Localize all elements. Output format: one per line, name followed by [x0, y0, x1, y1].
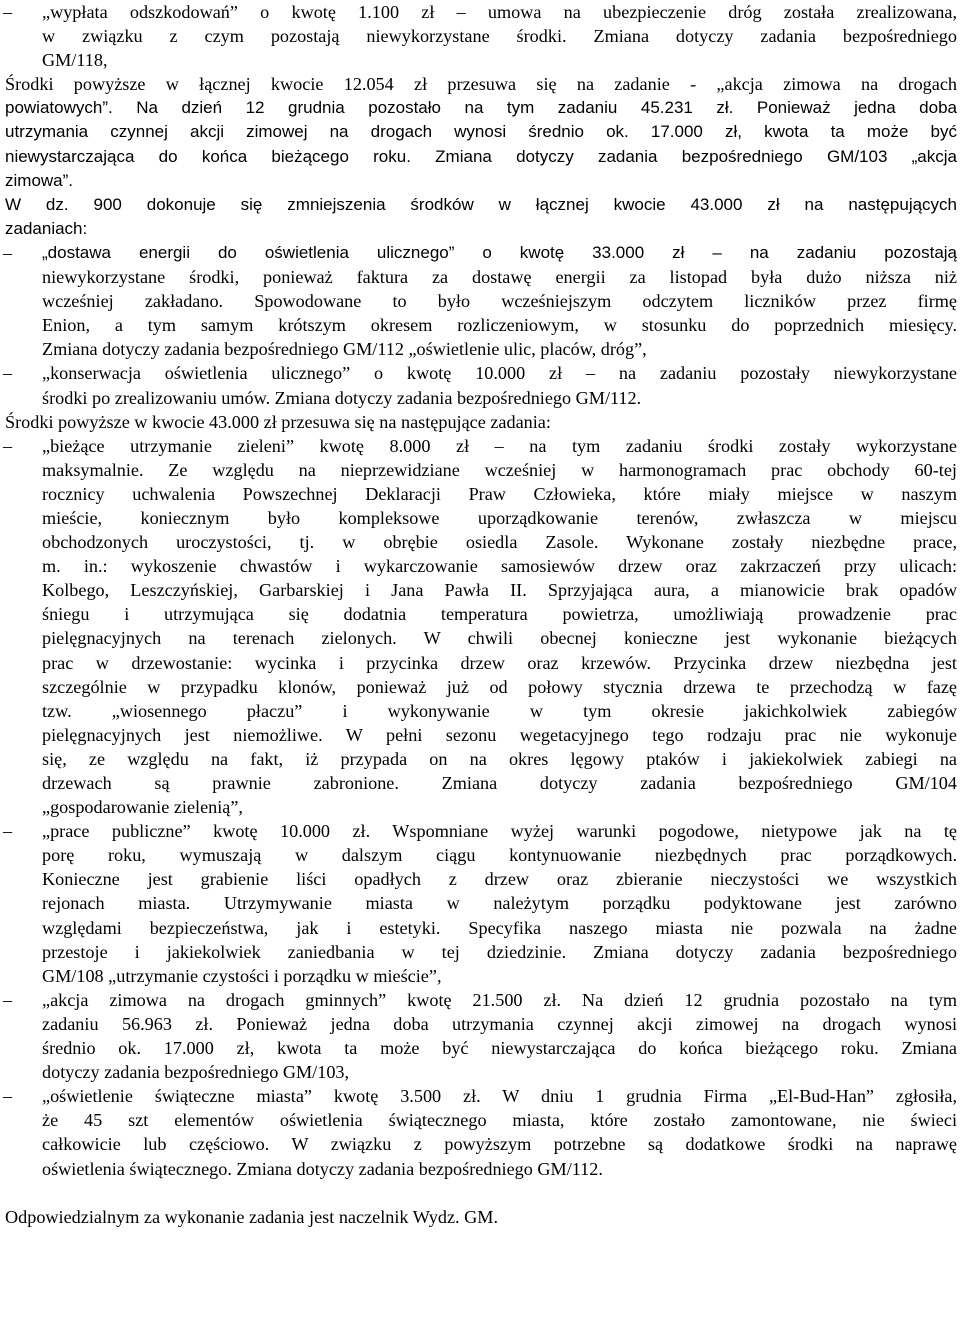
text-line: [0, 964, 957, 988]
text-line: [0, 337, 957, 361]
text-line: [0, 795, 957, 819]
dash-bullet-icon: –: [3, 2, 13, 22]
line-text: prac w drzewostanie: wycinka i przycinka drzew oraz krzewów. Przycinka drzew niezbędna jest: [42, 652, 957, 673]
text-line: [0, 626, 957, 650]
text-line: [0, 48, 957, 72]
line-text: „prace publiczne” kwotę 10.000 zł. Wspomniane wyżej warunki pogodowe, nietypowe jak na tę: [42, 821, 957, 842]
line-text: zimowa”.: [5, 170, 74, 190]
text-line: [0, 506, 957, 530]
text-line: [0, 145, 957, 169]
line-text: GM/118,: [42, 50, 108, 71]
bullet-line: [0, 361, 957, 385]
line-text: środki po zrealizowaniu umów. Zmiana dotyczy zadania bezpośredniego GM/112.: [42, 387, 642, 408]
text-line: [0, 386, 957, 410]
text-line: [0, 1060, 957, 1084]
text-line: [0, 72, 957, 96]
bullet-line: [0, 1084, 957, 1108]
line-text: m. in.: wykoszenie chwastów i wykarczowanie samosiewów drzew oraz zakrzaczeń przy ulicach:: [42, 556, 957, 577]
text-line: [0, 916, 957, 940]
line-text: „konserwacja oświetlenia ulicznego” o kwotę 10.000 zł – na zadaniu pozostały niewykorzystane: [42, 363, 957, 384]
line-text: zadaniu 56.963 zł. Ponieważ jedna doba utrzymania czynnej akcji zimowej na drogach wynosi: [42, 1013, 957, 1034]
line-text: obchodzonych uroczystości, tj. w obrębie osiedla Zasole. Wykonane zostały niezbędne prace,: [42, 532, 957, 553]
dash-bullet-icon: –: [3, 242, 13, 263]
text-line: [0, 458, 957, 482]
bullet-line: [0, 819, 957, 843]
line-text: mieście, koniecznym było kompleksowe uporządkowanie terenów, zwłaszcza w miejscu: [42, 507, 957, 528]
line-text: średnio ok. 17.000 zł, kwota ta może być niewystarczająca do końca bieżącego roku. Zmiana: [42, 1038, 957, 1059]
paragraph-gap: [0, 1181, 957, 1205]
line-text: W dz. 900 dokonuje się zmniejszenia środków w łącznej kwocie 43.000 zł na następujących: [5, 194, 957, 214]
text-line: [0, 530, 957, 554]
bullet-line: [0, 434, 957, 458]
bullet-line: [0, 988, 957, 1012]
text-line: [0, 602, 957, 626]
line-text: GM/108 „utrzymanie czystości i porządku w mieście”,: [42, 965, 442, 986]
line-text: przestoje i jakiekolwiek zaniedbania w tej dziedzinie. Zmiana dotyczy zadania bezpośredniego: [42, 941, 957, 962]
dash-bullet-icon: –: [3, 435, 13, 456]
line-text: Środki powyższe w kwocie 43.000 zł przesuwa się na następujące zadania:: [5, 411, 551, 432]
text-line: [0, 1012, 957, 1036]
line-text: maksymalnie. Ze względu na nieprzewidziane wcześniej w harmonogramach prac obchody 60-tej: [42, 459, 957, 480]
line-text: szczególnie w przypadku klonów, ponieważ już od połowy stycznia drzewa te przechodzą w fazę: [42, 676, 957, 697]
text-line: [0, 747, 957, 771]
line-text: dotyczy zadania bezpośredniego GM/103,: [42, 1062, 350, 1083]
line-text: niewystarczająca do końca bieżącego roku. Zmiana dotyczy zadania bezpośredniego GM/103 „akcja: [5, 146, 957, 166]
text-line: [0, 867, 957, 891]
line-text: tzw. „wiosennego płaczu” i wykonywanie w tym okresie jakichkolwiek zabiegów: [42, 700, 957, 721]
line-text: Środki powyższe w łącznej kwocie 12.054 zł przesuwa się na zadanie - „akcja zimowa na drogach: [5, 74, 957, 95]
text-line: [0, 771, 957, 795]
line-text: wcześniej zakładano. Spowodowane to było wcześniejszym odczytem liczników przez firmę: [42, 291, 957, 312]
text-line: [0, 554, 957, 578]
line-text: niewykorzystane środki, ponieważ faktura za dostawę energii za listopad była dużo niższa niż: [42, 267, 957, 288]
line-text: Odpowiedzialnym za wykonanie zadania jest naczelnik Wydz. GM.: [5, 1206, 498, 1227]
line-text: drzewach są prawnie zabronione. Zmiana dotyczy zadania bezpośredniego GM/104: [42, 773, 957, 793]
dash-bullet-icon: –: [3, 989, 13, 1010]
line-text: „dostawa energii do oświetlenia ulicznego” o kwotę 33.000 zł – na zadaniu pozostają: [42, 242, 957, 262]
dash-bullet-icon: –: [3, 363, 13, 384]
line-text: się, ze względu na fakt, iż przypada on na okres lęgowy ptaków i jakiekolwiek zabiegi na: [42, 748, 957, 769]
text-line: [0, 169, 957, 193]
text-line: [0, 1036, 957, 1060]
text-line: [0, 289, 957, 313]
line-text: Kolbego, Leszczyńskiej, Garbarskiej i Jana Pawła II. Sprzyjająca aura, a mianowicie brak opadów: [42, 580, 957, 601]
line-text: „wypłata odszkodowań” o kwotę 1.100 zł – umowa na ubezpieczenie dróg została zrealizowana,: [42, 2, 957, 22]
text-line: [0, 940, 957, 964]
line-text: że 45 szt elementów oświetlenia świątecznego miasta, które zostało zamontowane, nie świeci: [42, 1110, 957, 1131]
line-text: Zmiana dotyczy zadania bezpośredniego GM/112 „oświetlenie ulic, placów, dróg”,: [42, 339, 647, 360]
dash-bullet-icon: –: [3, 821, 13, 842]
line-text: w związku z czym pozostają niewykorzystane środki. Zmiana dotyczy zadania bezpośredniego: [42, 26, 957, 47]
text-line: [0, 313, 957, 337]
text-line: [0, 578, 957, 602]
dash-bullet-icon: –: [3, 1086, 13, 1107]
text-line: [0, 843, 957, 867]
text-line: [0, 891, 957, 915]
line-text: pielęgnacyjnych jest niemożliwe. W pełni sezonu wegetacyjnego tego rodzaju prac nie wykonuje: [42, 724, 957, 745]
line-text: względami bezpieczeństwa, jak i estetyki. Specyfika naszego miasta nie pozwala na żadne: [42, 917, 957, 938]
text-line: [0, 410, 957, 434]
line-text: porę roku, wymuszają w dalszym ciągu kontynuowanie niezbędnych prac porządkowych.: [42, 845, 957, 866]
line-text: oświetlenia świątecznego. Zmiana dotyczy zadania bezpośredniego GM/112.: [42, 1158, 603, 1179]
text-line: [0, 120, 957, 144]
line-text: pielęgnacyjnych na terenach zielonych. W chwili obecnej konieczne jest wykonanie bieżących: [42, 628, 957, 649]
text-line: [0, 723, 957, 747]
text-line: [0, 699, 957, 723]
text-line: [0, 482, 957, 506]
line-text: całkowicie lub częściowo. W związku z powyższym potrzebne są dodatkowe środki na naprawę: [42, 1134, 957, 1155]
text-line: [0, 675, 957, 699]
line-text: Enion, a tym samym krótszym okresem rozliczeniowym, w stosunku do poprzednich miesięcy.: [42, 315, 957, 336]
bullet-line: [0, 0, 957, 24]
line-text: „gospodarowanie zielenią”,: [42, 797, 243, 818]
line-text: rocznicy uchwalenia Powszechnej Deklaracji Praw Człowieka, które miały miejsce w naszym: [42, 483, 957, 504]
line-text: Konieczne jest grabienie liści opadłych z drzew oraz zbieranie nieczystości we wszystkich: [42, 869, 957, 890]
line-text: zadaniach:: [5, 218, 88, 238]
text-line: [0, 193, 957, 217]
text-line: [0, 96, 957, 120]
line-text: śniegu i utrzymująca się dodatnia temperatura powietrza, umożliwiają prowadzenie prac: [42, 604, 957, 625]
text-line: [0, 1132, 957, 1156]
text-line: [0, 1108, 957, 1132]
text-line: [0, 265, 957, 289]
line-text: „oświetlenie świąteczne miasta” kwotę 3.500 zł. W dniu 1 grudnia Firma „El-Bud-Han” zgłosiła,: [42, 1086, 957, 1107]
line-text: utrzymania czynnej akcji zimowej na drogach wynosi średnio ok. 17.000 zł, kwota ta może być: [5, 122, 957, 142]
line-text: powiatowych”. Na dzień 12 grudnia pozostało na tym zadaniu 45.231 zł. Ponieważ jedna doba: [5, 98, 957, 118]
line-text: „akcja zimowa na drogach gminnych” kwotę 21.500 zł. Na dzień 12 grudnia pozostało na tym: [42, 989, 957, 1010]
text-line: [0, 651, 957, 675]
text-line: [0, 1157, 957, 1181]
text-line: [0, 1205, 957, 1229]
text-line: [0, 24, 957, 48]
line-text: „bieżące utrzymanie zieleni” kwotę 8.000 zł – na tym zadaniu środki zostały wykorzystane: [42, 435, 957, 456]
line-text: rejonach miasta. Utrzymywanie miasta w należytym porządku podyktowane jest zarówno: [42, 893, 957, 914]
bullet-line: [0, 241, 957, 265]
text-line: [0, 217, 957, 241]
